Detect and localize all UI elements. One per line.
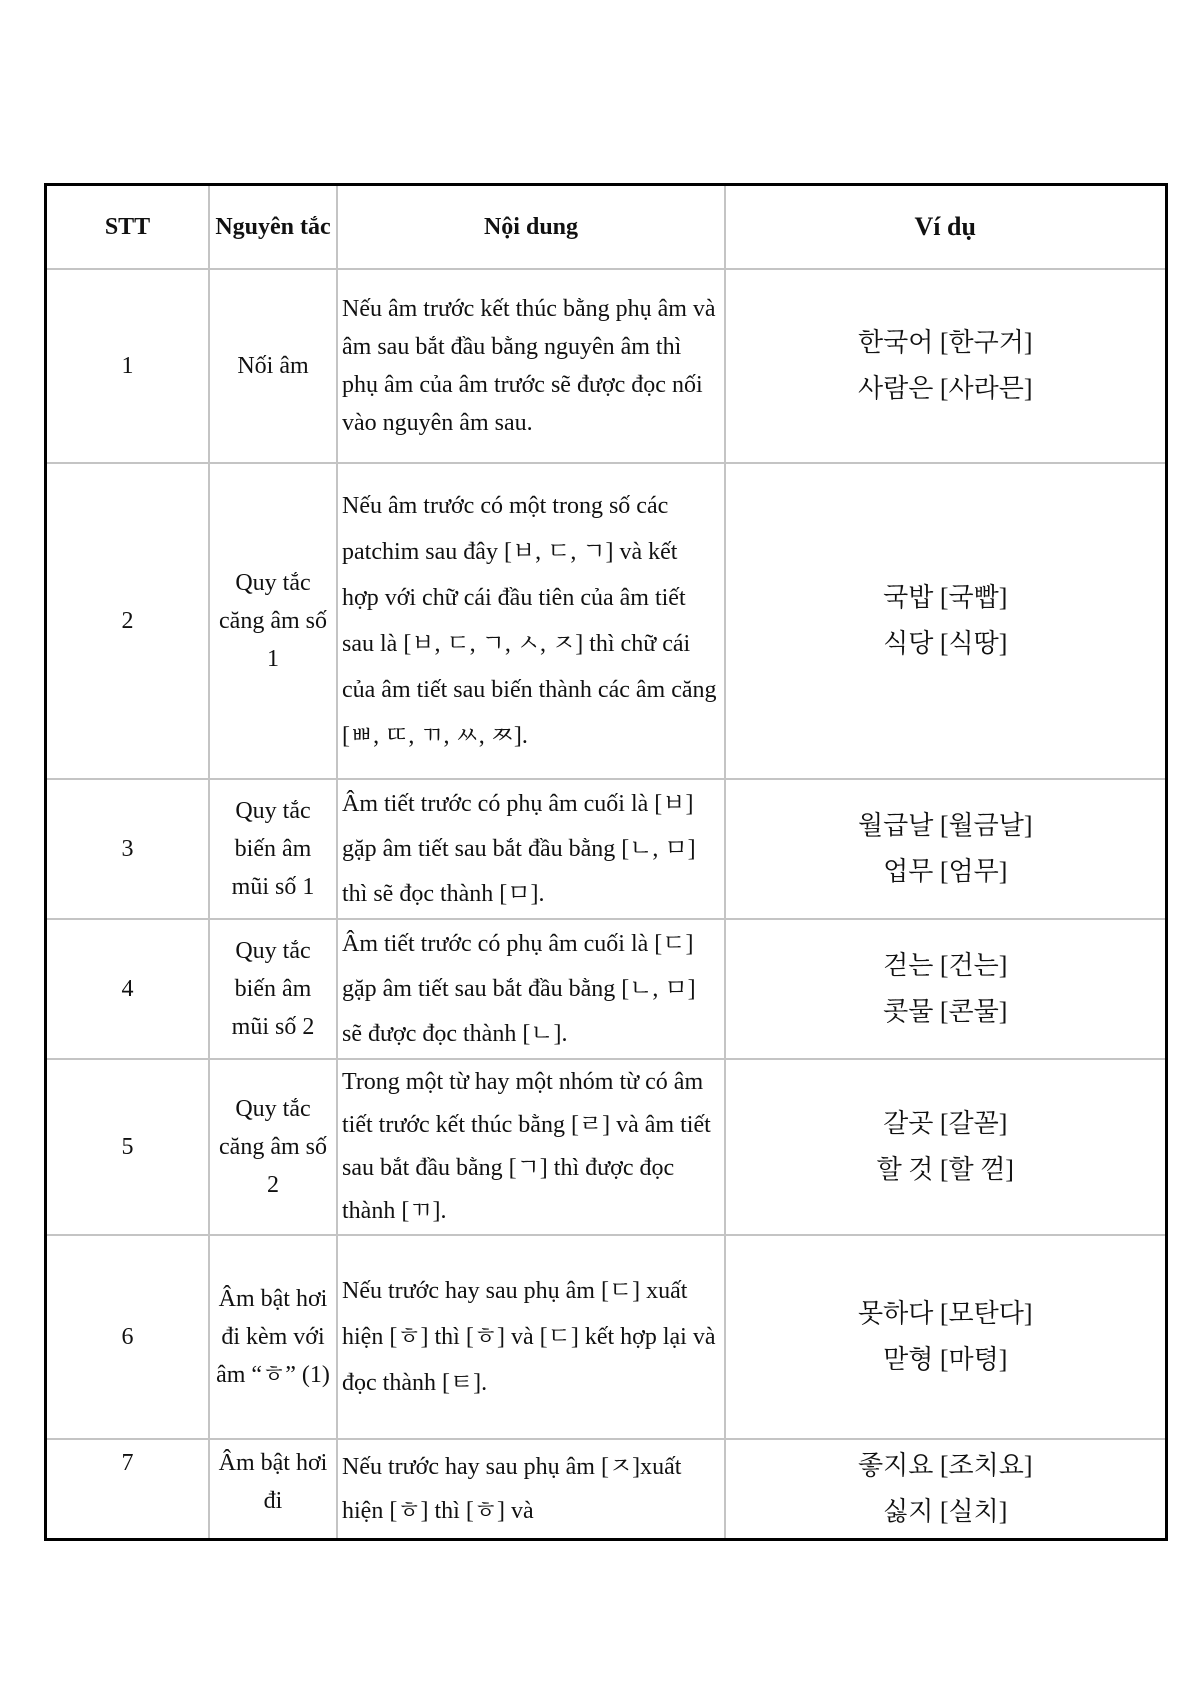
example-item: 사람은 [사라믄] [857, 374, 1033, 403]
example-item: 걷는 [건는] [883, 951, 1008, 980]
table-row [46, 269, 1167, 463]
table-row [46, 779, 1167, 919]
row-stt: 5 [46, 1059, 210, 1235]
example-item: 식당 [식땅] [883, 629, 1008, 658]
example-item: 업무 [엄무] [883, 857, 1008, 886]
row-stt: 4 [46, 919, 210, 1059]
row-content: Âm tiết trước có phụ âm cuối là [ㄷ] gặp âm tiết sau bắt đầu bằng [ㄴ, ㅁ] sẽ được đọc thành [ㄴ]. [337, 919, 725, 1059]
table-row [46, 919, 1167, 1059]
row-rule: Quy tắc biến âm mũi số 2 [209, 919, 337, 1059]
example-item: 갈곳 [갈꼳] [883, 1109, 1008, 1138]
row-content: Nếu âm trước kết thúc bằng phụ âm và âm sau bắt đầu bằng nguyên âm thì phụ âm của âm trước sẽ được đọc nối vào nguyên âm sau. [337, 269, 725, 463]
example-item: 못하다 [모탄다] [857, 1299, 1033, 1328]
example-item: 월급날 [월금날] [857, 811, 1033, 840]
row-content: Nếu âm trước có một trong số các patchim sau đây [ㅂ, ㄷ, ㄱ] và kết hợp với chữ cái đầu tiên của âm tiết sau là [ㅂ, ㄷ, ㄱ, ㅅ, ㅈ] thì chữ cái của âm tiết sau biến thành các âm căng [ㅃ, ㄸ, ㄲ, ㅆ, ㅉ]. [337, 463, 725, 779]
row-examples [725, 1059, 1166, 1235]
header-content: Nội dung [337, 185, 725, 270]
pronunciation-rules-table [44, 183, 1168, 1541]
row-rule: Quy tắc căng âm số 1 [209, 463, 337, 779]
row-rule: Âm bật hơi đi kèm với âm “ㅎ” (1) [209, 1235, 337, 1439]
example-item: 콧물 [콘물] [883, 997, 1008, 1026]
table-header-row [46, 185, 1167, 270]
row-stt: 6 [46, 1235, 210, 1439]
example-item: 국밥 [국빱] [883, 583, 1008, 612]
example-item: 할 것 [할 껃] [876, 1155, 1014, 1184]
table-row [46, 1439, 1167, 1539]
row-content: Trong một từ hay một nhóm từ có âm tiết trước kết thúc bằng [ㄹ] và âm tiết sau bắt đầu bằng [ㄱ] thì được đọc thành [ㄲ]. [337, 1059, 725, 1235]
row-stt: 3 [46, 779, 210, 919]
row-rule: Quy tắc biến âm mũi số 1 [209, 779, 337, 919]
table-row [46, 1235, 1167, 1439]
row-examples [725, 1235, 1166, 1439]
row-examples [725, 269, 1166, 463]
table-row [46, 1059, 1167, 1235]
header-example: Ví dụ [725, 185, 1166, 270]
row-rule: Âm bật hơi đi [209, 1439, 337, 1539]
row-stt: 1 [46, 269, 210, 463]
row-content: Nếu trước hay sau phụ âm [ㅈ]xuất hiện [ㅎ] thì [ㅎ] và [337, 1439, 725, 1539]
header-stt: STT [46, 185, 210, 270]
row-examples [725, 919, 1166, 1059]
example-item: 한국어 [한구거] [857, 328, 1033, 357]
row-examples [725, 1439, 1166, 1539]
row-stt: 2 [46, 463, 210, 779]
example-item: 싫지 [실치] [883, 1496, 1008, 1526]
row-examples [725, 463, 1166, 779]
header-rule: Nguyên tắc [209, 185, 337, 270]
table-row [46, 463, 1167, 779]
row-content: Âm tiết trước có phụ âm cuối là [ㅂ] gặp âm tiết sau bắt đầu bằng [ㄴ, ㅁ] thì sẽ đọc thành [ㅁ]. [337, 779, 725, 919]
example-item: 좋지요 [조치요] [857, 1450, 1033, 1480]
row-examples [725, 779, 1166, 919]
row-rule: Nối âm [209, 269, 337, 463]
row-content: Nếu trước hay sau phụ âm [ㄷ] xuất hiện [ㅎ] thì [ㅎ] và [ㄷ] kết hợp lại và đọc thành [ㅌ]. [337, 1235, 725, 1439]
example-item: 맏형 [마텽] [883, 1345, 1008, 1374]
row-stt: 7 [46, 1439, 210, 1539]
row-rule: Quy tắc căng âm số 2 [209, 1059, 337, 1235]
